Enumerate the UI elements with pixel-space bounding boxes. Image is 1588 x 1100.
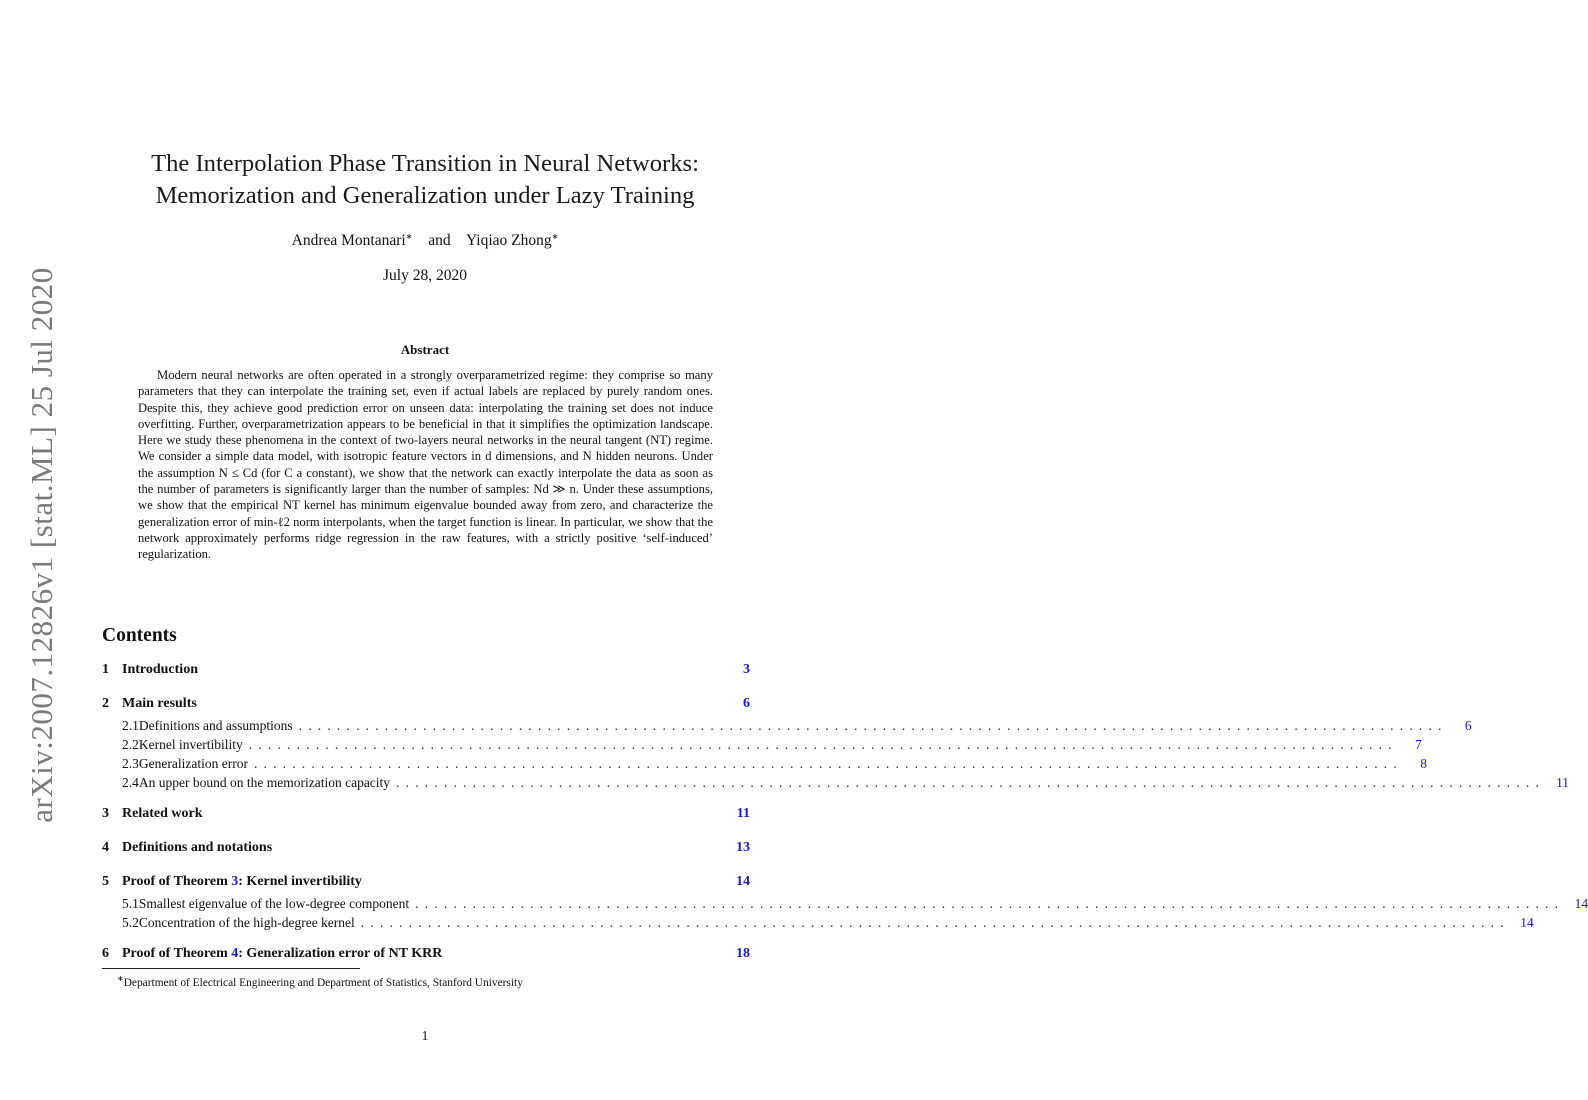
toc-section-entry[interactable] [102,806,750,828]
toc-section-number: 3 [102,806,109,821]
toc-dot-leader: ........................................................................................................................ [253,756,1403,771]
page-number: 1 [421,1028,429,1043]
toc-subsection-title[interactable]: Kernel invertibility [138,737,243,752]
toc-section-title[interactable] [122,946,736,962]
author-conjunction: and [428,232,451,250]
contents-heading: Contents [102,625,177,646]
toc-subsection-title[interactable]: Definitions and assumptions [138,718,293,733]
toc-section-title-text: Introduction [122,662,198,677]
toc-section-title[interactable] [122,662,743,678]
toc-subsection-number: 5.2 [122,915,139,930]
toc-page-link[interactable]: 6 [1464,718,1472,733]
toc-subsection-title[interactable]: Smallest eigenvalue of the low-degree component [138,896,410,911]
author-1-footnote-mark[interactable]: ∗ [405,232,413,241]
toc-subsection-number: 2.2 [122,737,139,752]
toc-subsection-number: 5.1 [122,896,139,911]
toc-subsection-entry[interactable] [102,775,1570,794]
abstract-heading: Abstract [400,342,450,357]
toc-page-link[interactable]: 6 [743,696,750,711]
abstract-text: Modern neural networks are often operated in a strongly overparametrized regime: they comprise so many parameters that they can interpolate the training set, even if actual labels are replaced by purely random ones. Despite this, they achieve good prediction error on unseen data: interpolating the training set does not induce overfitting. Further, overparametrization appears to be beneficial in that it simplifies the optimization landscape. Here we study these phenomena in the context of two-layers neural networks in the neural tangent (NT) regime. We consider a simple data model, with isotropic feature vectors in d dimensions, and N hidden neurons. Under the assumption N ≤ Cd (for C a constant), we show that the network can exactly interpolate the data as soon as the number of parameters is significantly larger than the number of samples: Nd ≫ n. Under these assumptions, we show that the empirical NT kernel has minimum eigenvalue bounded away from zero, and characterize the generalization error of min-ℓ2 norm interpolants, when the target function is linear. In particular, we show that the network approximately performs ridge regression in the raw features, with a strictly positive ‘self-induced’ regularization. [138,368,713,562]
toc-subsection-entry[interactable] [102,737,1422,756]
paper-title [0,148,850,212]
publication-date: July 28, 2020 [383,267,467,284]
toc-section-title[interactable] [122,874,736,890]
toc-dot-leader: ........................................................................................................................ [298,718,1448,733]
toc-section-number: 5 [102,874,109,889]
footnote-mark: ∗ [117,974,124,983]
toc-section-entry[interactable] [102,662,750,684]
toc-page-link[interactable]: 18 [736,946,750,961]
toc-section-title-text: : Generalization error of NT KRR [238,946,443,961]
toc-page-link[interactable]: 11 [1556,775,1570,790]
toc-dot-leader: ........................................................................................................................ [415,896,1565,911]
author-2-footnote-mark[interactable]: ∗ [551,232,559,241]
toc-dot-leader: ........................................................................................................................ [360,915,1510,930]
toc-section-title-text: Main results [122,696,197,711]
toc-subsection-entry[interactable] [102,915,1534,934]
toc-page-link[interactable]: 11 [736,806,750,821]
author-1-name: Andrea Montanari [291,232,406,250]
toc-page-link[interactable]: 3 [743,662,750,677]
title-line-2: Memorization and Generalization under Lazy Training [155,182,695,209]
toc-section-title[interactable] [122,806,737,822]
toc-section-title[interactable] [122,696,743,712]
toc-section-entry[interactable] [102,946,750,968]
toc-section-entry[interactable] [102,696,750,718]
toc-page-link[interactable]: 14 [736,874,750,889]
title-line-1: The Interpolation Phase Transition in Neural Networks: [151,150,699,177]
theorem-reference-link[interactable]: 3 [231,874,239,889]
toc-page-link[interactable]: 14 [1574,896,1588,911]
toc-dot-leader: ........................................................................................................................ [248,737,1398,752]
table-of-contents [102,662,1588,968]
toc-page-link[interactable]: 7 [1414,737,1422,752]
toc-section-title-text: : Kernel invertibility [238,874,362,889]
toc-subsection-title[interactable]: An upper bound on the memorization capacity [138,775,391,790]
footnote-text: Department of Electrical Engineering and Department of Statistics, Stanford University [123,976,523,989]
toc-page-link[interactable]: 14 [1520,915,1534,930]
toc-subsection-number: 2.3 [122,756,139,771]
toc-subsection-title[interactable]: Concentration of the high-degree kernel [138,915,355,930]
toc-section-number: 1 [102,662,109,677]
theorem-reference-link[interactable]: 4 [231,946,239,961]
author-list [0,232,850,250]
toc-section-title-text: Proof of Theorem [122,946,232,961]
affiliation-footnote [117,974,523,989]
toc-section-number: 2 [102,696,109,711]
toc-section-title-text: Definitions and notations [122,840,273,855]
toc-page-link[interactable]: 8 [1420,756,1427,771]
toc-dot-leader: ........................................................................................................................ [396,775,1546,790]
arxiv-identifier-text: arXiv:2007.12826v1 [stat.ML] 25 Jul 2020 [24,267,60,823]
toc-section-number: 4 [102,840,109,855]
toc-subsection-entry[interactable] [102,718,1472,737]
toc-section-title-text: Related work [122,806,203,821]
toc-section-entry[interactable] [102,840,750,862]
toc-section-title[interactable] [122,840,736,856]
arxiv-identifier-stamp [18,267,66,823]
toc-subsection-entry[interactable] [102,756,1427,775]
toc-subsection-number: 2.4 [122,775,139,790]
footnote-divider [102,968,360,969]
toc-page-link[interactable]: 13 [736,840,750,855]
author-2-name: Yiqiao Zhong [465,232,552,250]
toc-section-entry[interactable] [102,874,750,896]
toc-subsection-entry[interactable] [102,896,1588,915]
toc-section-title-text: Proof of Theorem [122,874,232,889]
toc-section-number: 6 [102,946,109,961]
toc-subsection-number: 2.1 [122,718,139,733]
toc-subsection-title[interactable]: Generalization error [138,756,248,771]
